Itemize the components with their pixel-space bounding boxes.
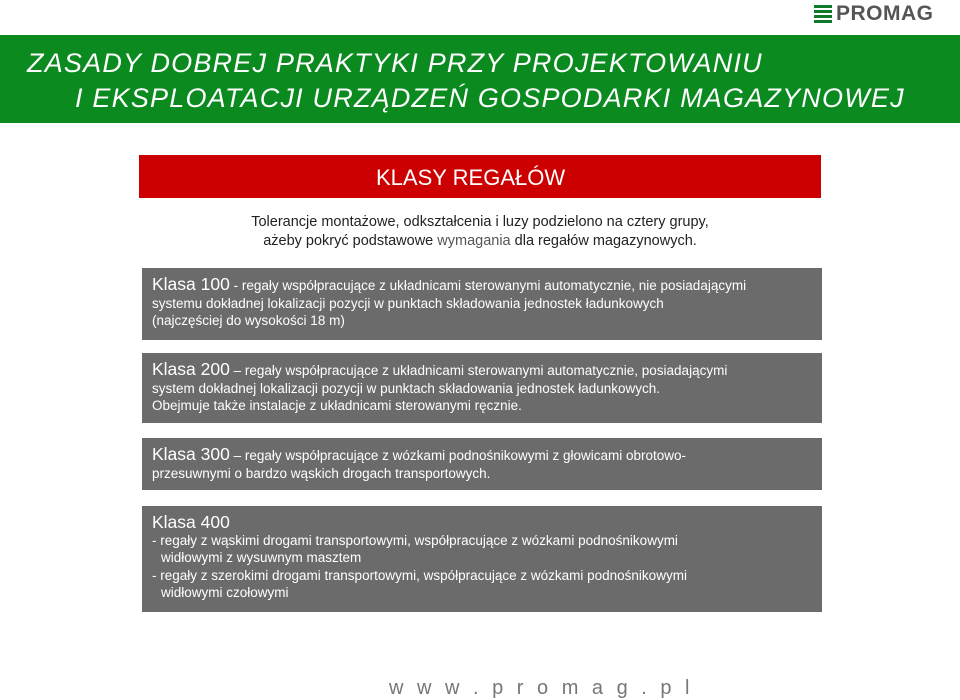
- class-label: Klasa 100: [152, 274, 230, 294]
- class-desc-line: przesuwnymi o bardzo wąskich drogach transportowych.: [152, 465, 491, 481]
- intro-text: [140, 213, 820, 251]
- intro-line-1: Tolerancje montażowe, odkształcenia i luzy podzielono na cztery grupy,: [251, 214, 709, 230]
- class-100-card: [142, 268, 822, 340]
- logo-text: PROMAG: [836, 2, 934, 25]
- class-desc-line: - regały z wąskimi drogami transportowymi, współpracujące z wózkami podnośnikowymi: [152, 532, 678, 548]
- class-desc-line: widłowymi czołowymi: [161, 585, 289, 600]
- class-desc-line: systemu dokładnej lokalizacji pozycji w punktach składowania jednostek ładunkowych: [152, 295, 664, 311]
- page-title-line-2: I EKSPLOATACJI URZĄDZEŃ GOSPODARKI MAGAZYNOWEJ: [75, 83, 905, 113]
- section-header-bar: [139, 155, 821, 198]
- class-desc-line: - regały z szerokimi drogami transportowymi, współpracujące z wózkami podnośnikowymi: [152, 567, 687, 583]
- class-desc-line: - regały współpracujące z układnicami sterowanymi automatycznie, nie posiadającymi: [229, 278, 747, 293]
- class-desc-line: Obejmuje także instalacje z układnicami sterowanymi ręcznie.: [152, 398, 522, 413]
- class-desc-line: system dokładnej lokalizacji pozycji w punktach składowania jednostek ładunkowych.: [152, 380, 661, 396]
- class-200-card: [142, 353, 822, 423]
- class-label: Klasa 300: [152, 444, 230, 464]
- title-band: [0, 35, 960, 123]
- class-desc-line: (najczęściej do wysokości 18 m): [152, 313, 345, 328]
- class-desc-line: widłowymi z wysuwnym masztem: [161, 550, 362, 565]
- class-400-card: [142, 506, 822, 612]
- promag-logo: [814, 4, 934, 24]
- class-desc-line: – regały współpracujące z układnicami sterowanymi automatycznie, posiadającymi: [229, 363, 728, 378]
- class-300-card: [142, 438, 822, 490]
- intro-line-2: [140, 232, 820, 251]
- class-label: Klasa 400: [152, 512, 230, 532]
- page-title-line-1: ZASADY DOBREJ PRAKTYKI PRZY PROJEKTOWANIU: [27, 48, 763, 78]
- intro-line-2-c: dla regałów magazynowych.: [510, 233, 697, 249]
- class-desc-line: – regały współpracujące z wózkami podnośnikowymi z głowicami obrotowo-: [229, 448, 687, 463]
- footer-url: w w w . p r o m a g . p l: [389, 677, 694, 699]
- section-title: KLASY REGAŁÓW: [376, 165, 566, 190]
- intro-line-2-a: ażeby pokryć podstawowe: [263, 233, 438, 249]
- intro-line-2-b: wymagania: [437, 233, 511, 249]
- class-label: Klasa 200: [152, 359, 230, 379]
- stripes-logo-icon: [814, 5, 832, 23]
